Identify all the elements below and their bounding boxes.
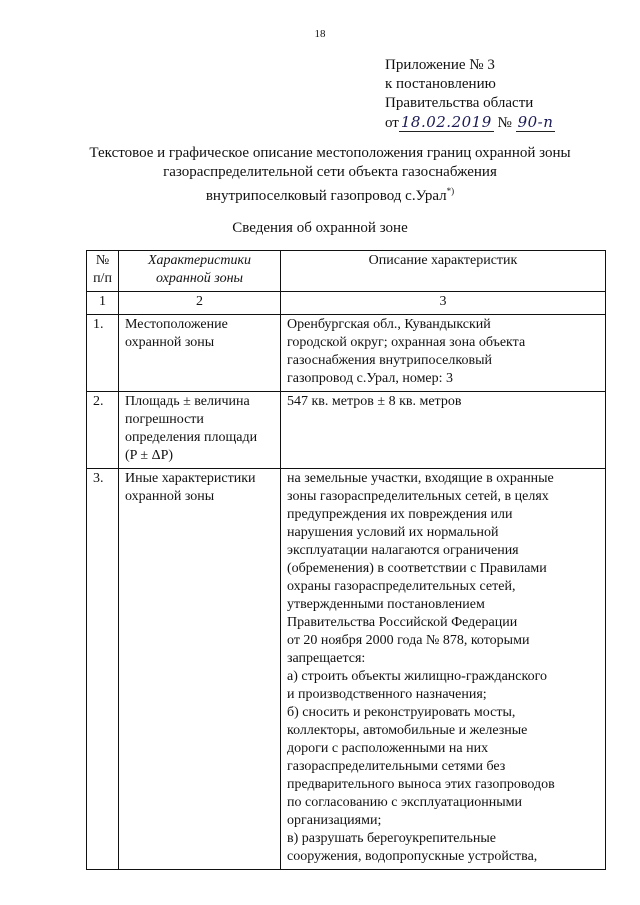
row-num: 2.: [87, 392, 119, 469]
document-title: [60, 144, 600, 206]
description-line: запрещается:: [287, 651, 366, 666]
description-line: дороги с расположенными на них: [287, 741, 489, 756]
table-row: [87, 469, 606, 870]
appendix-authority: Правительства области: [385, 95, 534, 111]
description-line: по согласованию с эксплуатационными: [287, 795, 522, 810]
row-description: 547 кв. метров ± 8 кв. метров: [281, 392, 606, 469]
number-prefix: №: [497, 115, 512, 131]
description-line: утвержденными постановлением: [287, 597, 485, 612]
row-num: 1.: [87, 315, 119, 392]
description-line: организациями;: [287, 813, 382, 828]
appendix-decree-ref: к постановлению: [385, 76, 496, 92]
description-line: на земельные участки, входящие в охранные: [287, 471, 554, 486]
row-characteristic: Местоположение охранной зоны: [119, 315, 281, 392]
description-line: сооружения, водопропускные устройства,: [287, 849, 538, 864]
description-line: нарушения условий их нормальной: [287, 525, 499, 540]
appendix-date-line: [385, 113, 555, 133]
date-prefix: от: [385, 115, 399, 131]
description-line: эксплуатации налагаются ограничения: [287, 543, 519, 558]
header-characteristics: Характеристики охранной зоны: [119, 251, 281, 292]
description-line: (обременения) в соответствии с Правилами: [287, 561, 547, 576]
title-line-2: газораспределительной сети объекта газоснабжения: [163, 164, 497, 180]
description-line: предварительного выноса этих газопроводов: [287, 777, 555, 792]
handwritten-number: 90-п: [517, 113, 554, 131]
appendix-title: Приложение № 3: [385, 57, 495, 73]
row-characteristic: Иные характеристики охранной зоны: [119, 469, 281, 870]
row-num: 3.: [87, 469, 119, 870]
section-subtitle: Сведения об охранной зоне: [232, 220, 408, 236]
table-row: [87, 392, 606, 469]
index-cell: 2: [119, 292, 281, 315]
protection-zone-table: [86, 250, 606, 870]
row-description: Оренбургская обл., Кувандыкский городской округ; охранная зона объекта газоснабжения внутрипоселковый газопровод с.Урал, номер: 3: [281, 315, 606, 392]
description-line: а) строить объекты жилищно-гражданского: [287, 669, 547, 684]
table-header-row: [87, 251, 606, 292]
handwritten-date: 18.02.2019: [400, 113, 492, 131]
description-line: газораспределительными сетями без: [287, 759, 506, 774]
index-cell: 1: [87, 292, 119, 315]
page-number: 18: [314, 28, 326, 40]
footnote-mark: *): [446, 186, 455, 196]
description-line: охраны газораспределительных сетей,: [287, 579, 516, 594]
header-num: № п/п: [87, 251, 119, 292]
title-line-1: Текстовое и графическое описание местоположения границ охранной зоны: [89, 145, 571, 161]
description-line: б) сносить и реконструировать мосты,: [287, 705, 516, 720]
description-line: в) разрушать берегоукрепительные: [287, 831, 497, 846]
table-index-row: [87, 292, 606, 315]
row-characteristic: Площадь ± величина погрешности определения площади (P ± ΔP): [119, 392, 281, 469]
table-row: [87, 315, 606, 392]
title-line-3: [60, 182, 600, 206]
index-cell: 3: [281, 292, 606, 315]
description-line: зоны газораспределительных сетей, в целях: [287, 489, 549, 504]
title-line-3-text: внутрипоселковый газопровод с.Урал: [205, 188, 447, 204]
appendix-block: [385, 56, 555, 133]
row-description: [281, 469, 606, 870]
description-line: Правительства Российской Федерации: [287, 615, 518, 630]
description-line: коллекторы, автомобильные и железные: [287, 723, 528, 738]
description-line: от 20 ноября 2000 года № 878, которыми: [287, 633, 530, 648]
description-line: и производственного назначения;: [287, 687, 487, 702]
description-line: предупреждения их повреждения или: [287, 507, 513, 522]
header-description: Описание характеристик: [281, 251, 606, 292]
